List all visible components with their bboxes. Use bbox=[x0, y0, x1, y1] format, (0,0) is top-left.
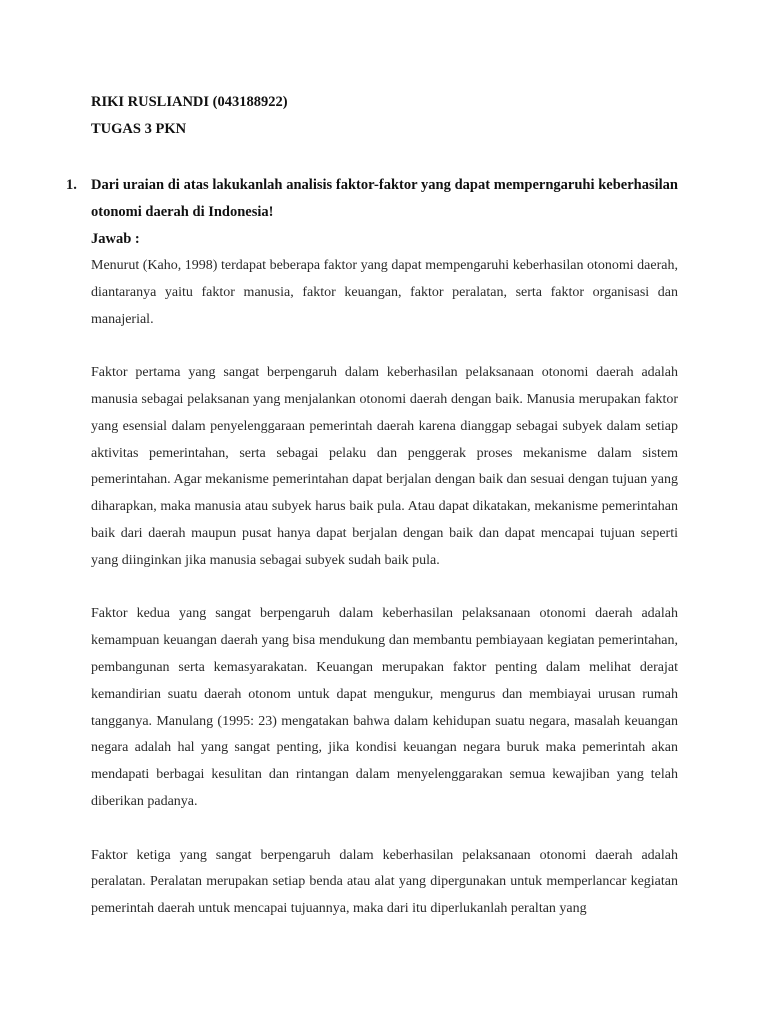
document-header bbox=[91, 89, 288, 143]
answer-paragraph-equipment-factor: Faktor ketiga yang sangat berpengaruh dalam keberhasilan pelaksanaan otonomi daerah adalah peralatan. Peralatan merupakan setiap benda atau alat yang dipergunakan untuk memperlancar kegiatan pemerintah daerah untuk mencapai tujuannya, maka dari itu diperlukanlah peraltan yang bbox=[91, 847, 678, 917]
author-name-line: RIKI RUSLIANDI (043188922) bbox=[91, 94, 288, 110]
answer-paragraph-human-factor: Faktor pertama yang sangat berpengaruh dalam keberhasilan pelaksanaan otonomi daerah adalah manusia sebagai pelaksanan yang menjalankan otonomi daerah dengan baik. Manusia merupakan faktor yang esensial dalam penyelenggaraan pemerintah daerah karena dianggap sebagai subyek dalam setiap aktivitas pemerintahan, serta sebagai pelaku dan penggerak proses mekanisme dalam sistem pemerintahan. Agar mekanisme pemerintahan dapat berjalan dengan baik dan sesuai dengan tujuan yang diharapkan, maka manusia atau subyek harus baik pula. Atau dapat dikatakan, mekanisme pemerintahan baik dari daerah maupun pusat hanya dapat berjalan dengan baik dan dapat mencapai tujuan seperti yang diinginkan jika manusia sebagai subyek sudah baik pula. bbox=[91, 365, 678, 568]
answer-paragraph-intro: Menurut (Kaho, 1998) terdapat beberapa faktor yang dapat mempengaruhi keberhasilan otonomi daerah, diantaranya yaitu faktor manusia, faktor keuangan, faktor peralatan, serta faktor organisasi dan manajerial. bbox=[91, 258, 678, 327]
question-body bbox=[91, 172, 678, 923]
question-text: Dari uraian di atas lakukanlah analisis faktor-faktor yang dapat memperngaruhi keberhasilan otonomi daerah di Indonesia! bbox=[91, 177, 678, 220]
question-item bbox=[66, 172, 678, 950]
answer-paragraph-finance-factor: Faktor kedua yang sangat berpengaruh dalam keberhasilan pelaksanaan otonomi daerah adalah kemampuan keuangan daerah yang bisa mendukung dan membantu pembiayaan kegiatan pemerintahan, pembangunan serta kemasyarakatan. Keuangan merupakan faktor penting dalam melihat derajat kemandirian suatu daerah otonom untuk dapat mengukur, mengurus dan membiayai urusan rumah tangganya. Manulang (1995: 23) mengatakan bahwa dalam kehidupan suatu negara, masalah keuangan negara adalah hal yang sangat penting, jika kondisi keuangan negara buruk maka pemerintah akan mendapati berbagai kesulitan dan rintangan dalam menyelenggarakan semua kewajiban yang telah diberikan padanya. bbox=[91, 606, 678, 809]
answer-label: Jawab : bbox=[91, 231, 140, 247]
question-number: 1. bbox=[66, 177, 77, 193]
task-title-line: TUGAS 3 PKN bbox=[91, 121, 187, 137]
